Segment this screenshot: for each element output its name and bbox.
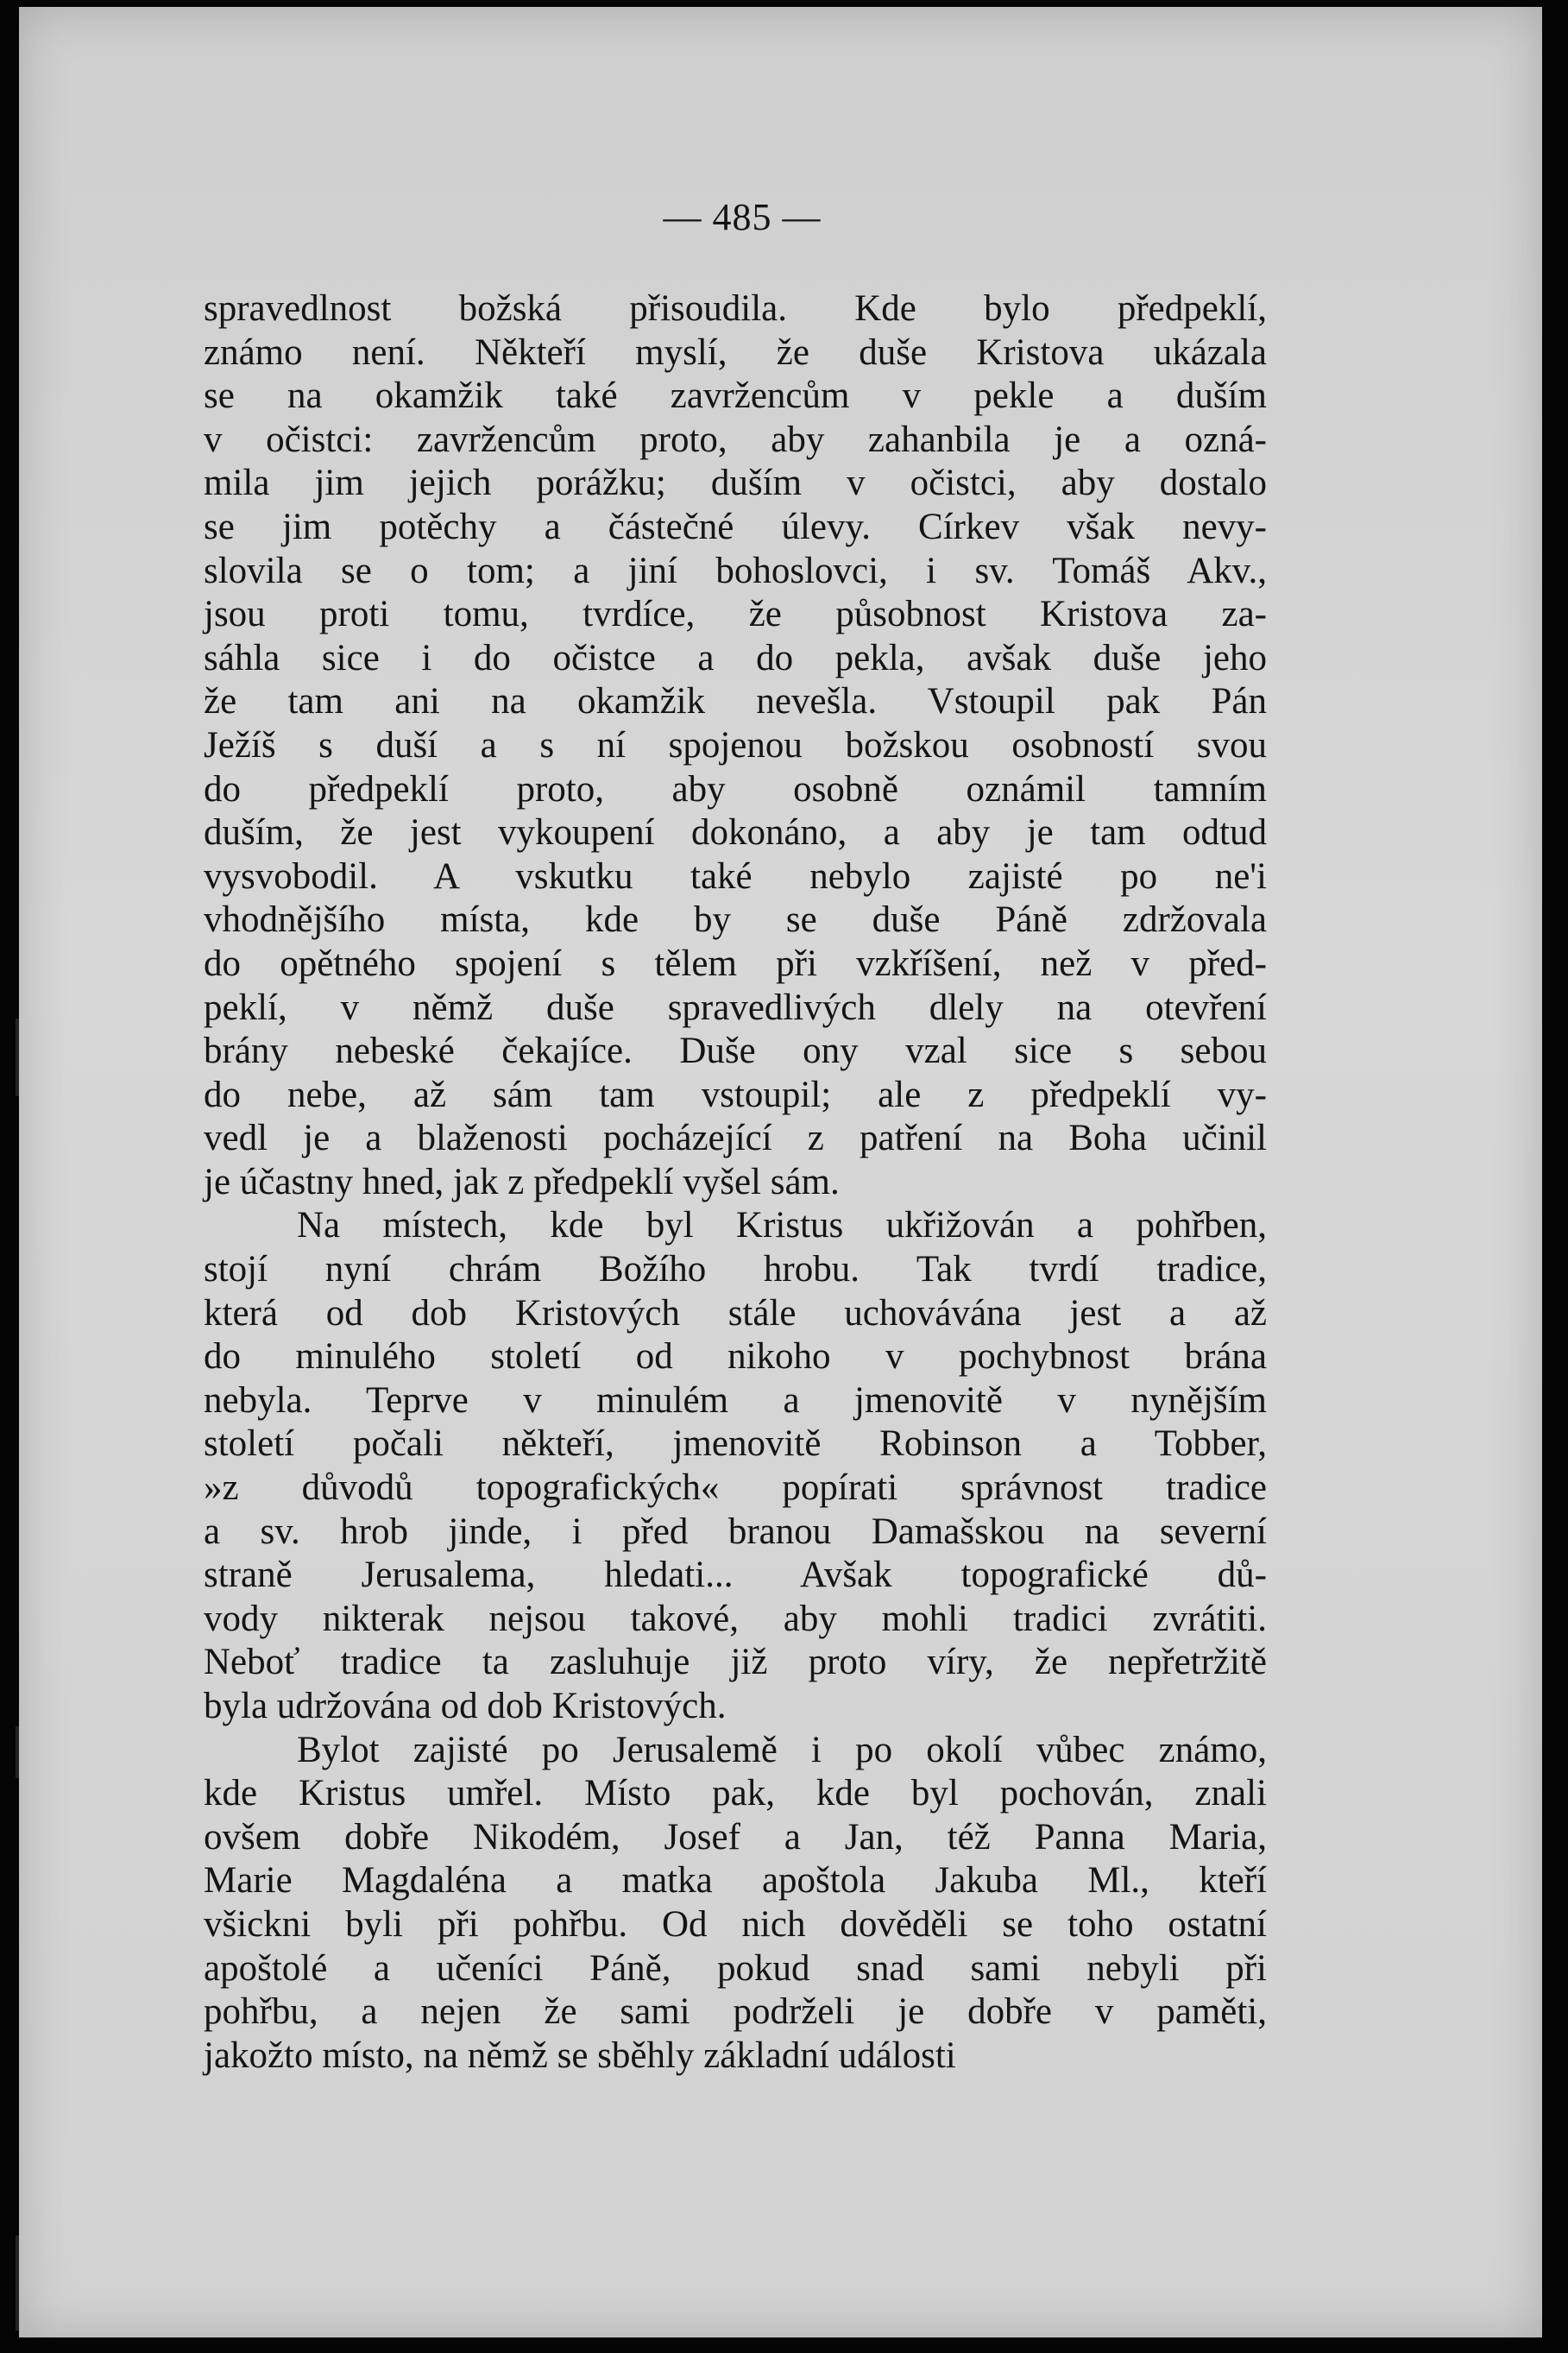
text-line: spravedlnost božská přisoudila. Kde bylo předpeklí,	[204, 288, 1267, 329]
text-line: Na místech, kde byl Kristus ukřižován a pohřben,	[297, 1205, 1267, 1246]
text-line: byla udržována od dob Kristových.	[204, 1686, 727, 1726]
page-number: — 485 —	[663, 196, 822, 238]
text-line: Bylot zajisté po Jerusalemě i po okolí vůbec známo,	[297, 1729, 1267, 1770]
text-line: duším, že jest vykoupení dokonáno, a aby je tam odtud	[204, 812, 1267, 854]
text-line: Ježíš s duší a s ní spojenou božskou osobností svou	[204, 724, 1267, 766]
text-line: a sv. hrob jinde, i před branou Damašskou na severní	[204, 1511, 1267, 1552]
text-line: nebyla. Teprve v minulém a jmenovitě v nynějším	[204, 1379, 1267, 1421]
text-line: »z důvodů topografických« popírati správnost tradice	[204, 1467, 1267, 1509]
text-line: vody nikterak nejsou takové, aby mohli tradici zvrátiti.	[204, 1598, 1267, 1639]
text-line: brány nebeské čekajíce. Duše ony vzal sice s sebou	[204, 1031, 1267, 1072]
text-line: stojí nyní chrám Božího hrobu. Tak tvrdí tradice,	[204, 1249, 1267, 1290]
text-line: století počali někteří, jmenovitě Robinson a Tobber,	[204, 1423, 1267, 1465]
text-line: Marie Magdaléna a matka apoštola Jakuba Ml., kteří	[204, 1860, 1267, 1902]
paragraph	[204, 1729, 1267, 2079]
text-line: jakožto místo, na němž se sběhly základní události	[204, 2034, 956, 2076]
text-line: slovila se o tom; a jiní bohoslovci, i sv. Tomáš Akv.,	[204, 550, 1267, 591]
text-line: pohřbu, a nejen že sami podrželi je dobře v paměti,	[204, 1991, 1267, 2033]
text-line: straně Jerusalema, hledati... Avšak topografické dů-	[204, 1555, 1267, 1596]
text-line: vhodnějšího místa, kde by se duše Páně zdržovala	[204, 899, 1267, 941]
text-line: je účastny hned, jak z předpeklí vyšel sám.	[204, 1161, 840, 1202]
text-line: se na okamžik také zavržencům v pekle a duším	[204, 375, 1267, 417]
text-line: jsou proti tomu, tvrdíce, že působnost Kristova za-	[204, 594, 1267, 635]
text-line: že tam ani na okamžik nevešla. Vstoupil pak Pán	[204, 681, 1267, 722]
text-line: všickni byli při pohřbu. Od nich dověděli se toho ostatní	[204, 1903, 1267, 1945]
text-line: která od dob Kristových stále uchovávána jest a až	[204, 1292, 1267, 1334]
text-line: kde Kristus umřel. Místo pak, kde byl pochován, znali	[204, 1773, 1267, 1814]
text-line: do předpeklí proto, aby osobně oznámil tamním	[204, 768, 1267, 810]
text-line: apoštolé a učeníci Páně, pokud snad sami nebyli při	[204, 1947, 1267, 1989]
paragraph	[204, 1204, 1267, 1728]
text-line: mila jim jejich porážku; duším v očistci, aby dostalo	[204, 463, 1267, 504]
paragraph	[204, 287, 1267, 1204]
text-line: v očistci: zavržencům proto, aby zahanbila je a ozná-	[204, 419, 1267, 460]
body-text	[204, 287, 1267, 2078]
text-line: peklí, v němž duše spravedlivých dlely na otevření	[204, 987, 1267, 1028]
text-line: do opětného spojení s tělem při vzkříšení, než v před-	[204, 943, 1267, 984]
text-line: do minulého století od nikoho v pochybnost brána	[204, 1336, 1267, 1378]
text-line: vedl je a blaženosti pocházející z patření na Boha učinil	[204, 1118, 1267, 1159]
text-line: Neboť tradice ta zasluhuje již proto víry, že nepřetržitě	[204, 1642, 1267, 1683]
text-line: známo není. Někteří myslí, že duše Kristova ukázala	[204, 331, 1267, 373]
text-line: do nebe, až sám tam vstoupil; ale z předpeklí vy-	[204, 1074, 1267, 1115]
text-line: ovšem dobře Nikodém, Josef a Jan, též Panna Maria,	[204, 1816, 1267, 1858]
text-line: vysvobodil. A vskutku také nebylo zajisté po ne'i	[204, 855, 1267, 897]
text-line: se jim potěchy a částečné úlevy. Církev však nevy-	[204, 506, 1267, 547]
text-line: sáhla sice i do očistce a do pekla, avšak duše jeho	[204, 637, 1267, 678]
